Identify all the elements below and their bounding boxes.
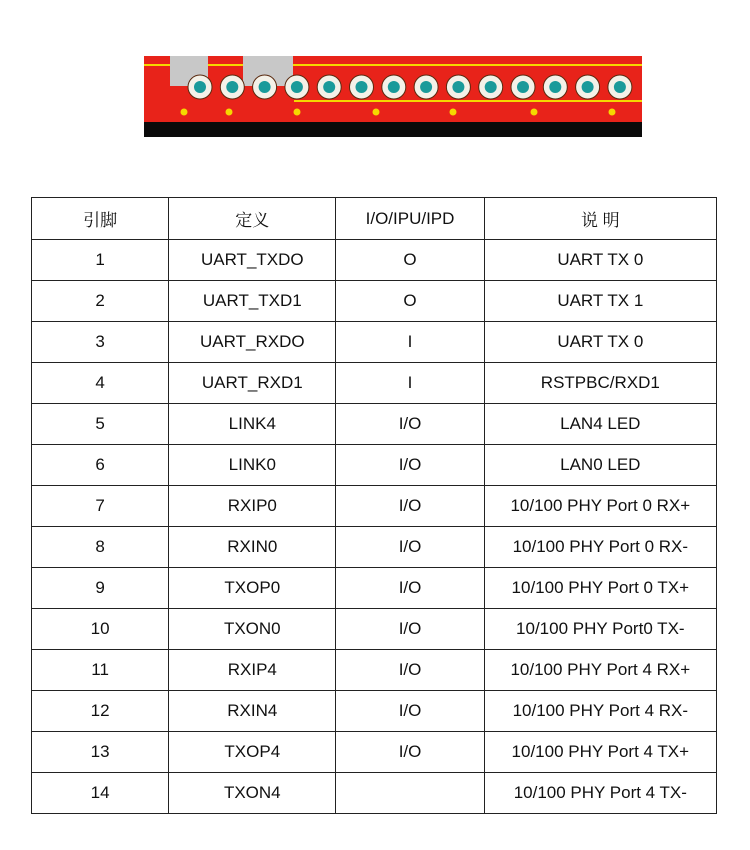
cell-pin: 14: [32, 773, 169, 814]
cell-definition: UART_TXD1: [169, 281, 336, 322]
cell-definition: RXIN0: [169, 527, 336, 568]
cell-description: 10/100 PHY Port0 TX-: [484, 609, 716, 650]
header-pin: 引脚: [32, 198, 169, 240]
cell-definition: RXIP4: [169, 650, 336, 691]
cell-io-type: I/O: [336, 732, 484, 773]
table-row: [32, 609, 717, 650]
cell-io-type: I: [336, 322, 484, 363]
header-definition: 定义: [169, 198, 336, 240]
cell-io-type: O: [336, 281, 484, 322]
table-row: [32, 650, 717, 691]
cell-description: 10/100 PHY Port 4 RX-: [484, 691, 716, 732]
cell-pin: 3: [32, 322, 169, 363]
pcb-bottom-edge: [144, 122, 642, 137]
cell-pin: 12: [32, 691, 169, 732]
cell-description: UART TX 0: [484, 240, 716, 281]
pcb-pad-center: [226, 81, 238, 93]
cell-definition: RXIP0: [169, 486, 336, 527]
table-row: [32, 691, 717, 732]
pcb-pad-center: [485, 81, 497, 93]
cell-definition: TXON0: [169, 609, 336, 650]
cell-io-type: I/O: [336, 486, 484, 527]
header-description: 说 明: [484, 198, 716, 240]
pcb-pad-center: [388, 81, 400, 93]
table-row: [32, 486, 717, 527]
cell-definition: UART_TXDO: [169, 240, 336, 281]
pcb-trace-band: [294, 100, 642, 102]
pcb-pad-center: [452, 81, 464, 93]
pcb-pad-center: [194, 81, 206, 93]
pcb-pad-center: [517, 81, 529, 93]
cell-description: LAN4 LED: [484, 404, 716, 445]
table-row: [32, 281, 717, 322]
cell-description: 10/100 PHY Port 0 RX-: [484, 527, 716, 568]
pcb-pad-center: [614, 81, 626, 93]
cell-io-type: I/O: [336, 568, 484, 609]
pcb-header-image: [144, 56, 642, 137]
cell-definition: TXOP4: [169, 732, 336, 773]
cell-description: UART TX 0: [484, 322, 716, 363]
cell-io-type: I/O: [336, 650, 484, 691]
cell-definition: LINK0: [169, 445, 336, 486]
pcb-pad-center: [582, 81, 594, 93]
cell-description: 10/100 PHY Port 4 TX-: [484, 773, 716, 814]
cell-description: 10/100 PHY Port 4 RX+: [484, 650, 716, 691]
cell-io-type: [336, 773, 484, 814]
cell-pin: 6: [32, 445, 169, 486]
cell-pin: 10: [32, 609, 169, 650]
table-header-row: [32, 198, 717, 240]
pcb-via: [294, 109, 301, 116]
cell-io-type: O: [336, 240, 484, 281]
pcb-pad-center: [549, 81, 561, 93]
cell-definition: RXIN4: [169, 691, 336, 732]
table-row: [32, 240, 717, 281]
cell-pin: 4: [32, 363, 169, 404]
table-row: [32, 322, 717, 363]
cell-definition: TXOP0: [169, 568, 336, 609]
cell-io-type: I/O: [336, 445, 484, 486]
pcb-via: [609, 109, 616, 116]
table-row: [32, 527, 717, 568]
cell-description: 10/100 PHY Port 0 TX+: [484, 568, 716, 609]
table-row: [32, 445, 717, 486]
pcb-via: [181, 109, 188, 116]
cell-pin: 2: [32, 281, 169, 322]
pcb-pad-center: [420, 81, 432, 93]
pcb-via: [226, 109, 233, 116]
cell-definition: LINK4: [169, 404, 336, 445]
cell-pin: 13: [32, 732, 169, 773]
cell-definition: TXON4: [169, 773, 336, 814]
table-row: [32, 773, 717, 814]
table-row: [32, 363, 717, 404]
header-io-type: I/O/IPU/IPD: [336, 198, 484, 240]
pcb-pad-center: [323, 81, 335, 93]
table-row: [32, 404, 717, 445]
cell-definition: UART_RXD1: [169, 363, 336, 404]
pcb-pad-center: [259, 81, 271, 93]
cell-description: 10/100 PHY Port 0 RX+: [484, 486, 716, 527]
pcb-via: [373, 109, 380, 116]
cell-pin: 8: [32, 527, 169, 568]
cell-io-type: I/O: [336, 527, 484, 568]
table-row: [32, 732, 717, 773]
cell-io-type: I/O: [336, 404, 484, 445]
cell-pin: 7: [32, 486, 169, 527]
pcb-via: [450, 109, 457, 116]
cell-description: UART TX 1: [484, 281, 716, 322]
cell-pin: 5: [32, 404, 169, 445]
cell-description: RSTPBC/RXD1: [484, 363, 716, 404]
pcb-via: [531, 109, 538, 116]
cell-io-type: I: [336, 363, 484, 404]
cell-io-type: I/O: [336, 609, 484, 650]
cell-pin: 9: [32, 568, 169, 609]
pin-definition-table: [31, 197, 717, 814]
table-row: [32, 568, 717, 609]
cell-description: LAN0 LED: [484, 445, 716, 486]
pcb-trace-band: [144, 64, 642, 66]
pcb-pad-center: [291, 81, 303, 93]
cell-pin: 11: [32, 650, 169, 691]
cell-description: 10/100 PHY Port 4 TX+: [484, 732, 716, 773]
cell-definition: UART_RXDO: [169, 322, 336, 363]
pcb-pad-center: [356, 81, 368, 93]
cell-pin: 1: [32, 240, 169, 281]
cell-io-type: I/O: [336, 691, 484, 732]
